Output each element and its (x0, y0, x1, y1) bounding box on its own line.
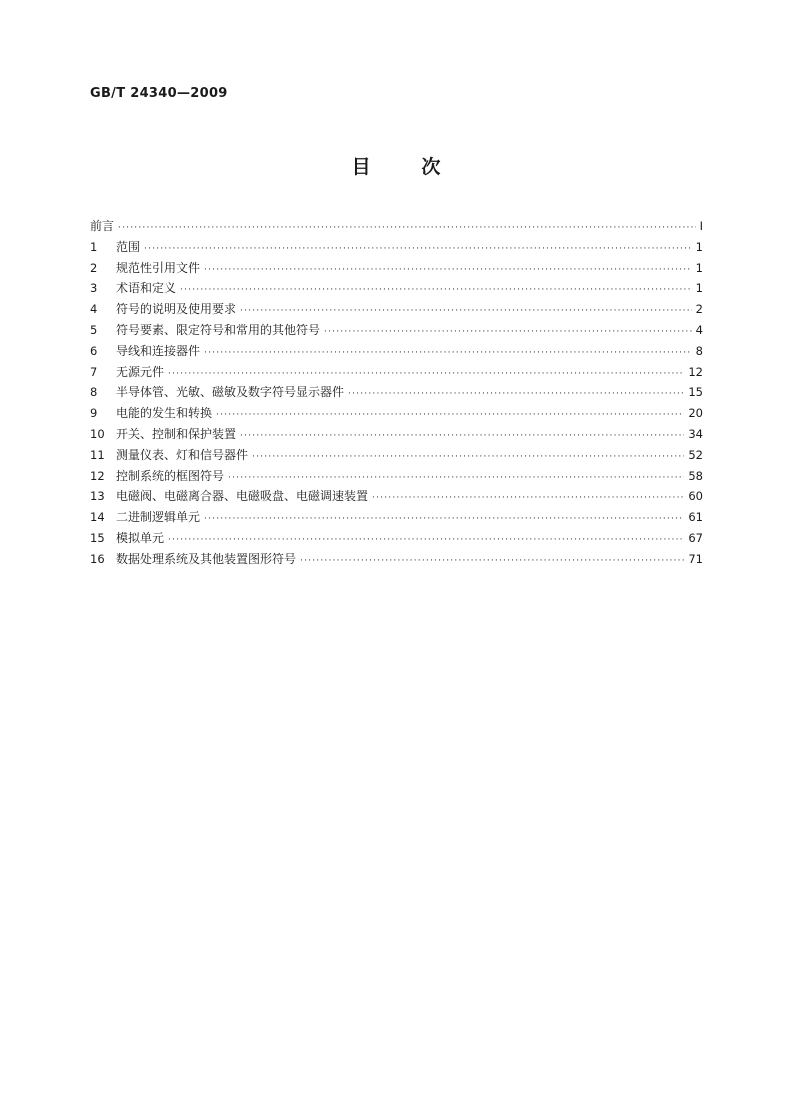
toc-entry-number: 11 (90, 447, 105, 462)
table-of-contents (90, 217, 703, 571)
toc-entry-label: 模拟单元 (116, 530, 165, 545)
toc-entry-page: 58 (688, 468, 703, 483)
toc-entry-page: Ⅰ (699, 219, 703, 233)
toc-entry-number: 7 (90, 364, 98, 379)
page-title-char-1: 目 (351, 156, 371, 178)
toc-entry[interactable] (90, 467, 703, 488)
toc-entry-page: 67 (688, 530, 703, 545)
toc-leader-dots (252, 452, 684, 462)
toc-leader-dots (204, 348, 692, 358)
toc-leader-dots (348, 389, 684, 399)
page-title (0, 152, 792, 179)
toc-entry-label: 术语和定义 (116, 281, 177, 296)
toc-entry-page: 15 (688, 385, 703, 400)
toc-entry-page: 61 (688, 510, 703, 525)
toc-entry[interactable] (90, 529, 703, 550)
toc-leader-dots (228, 473, 684, 483)
toc-entry[interactable] (90, 363, 703, 384)
toc-entry-label: 半导体管、光敏、磁敏及数字符号显示器件 (116, 385, 345, 400)
toc-entry-label: 前言 (90, 219, 115, 233)
toc-leader-dots (240, 306, 692, 316)
toc-entry-page: 8 (695, 343, 703, 358)
toc-entry-page: 1 (695, 239, 703, 254)
toc-leader-dots (300, 556, 684, 566)
toc-entry-label: 无源元件 (116, 364, 165, 379)
toc-entry-page: 34 (688, 426, 703, 441)
toc-entry-number: 9 (90, 406, 98, 421)
toc-entry-number: 6 (90, 343, 98, 358)
toc-entry-number: 4 (90, 302, 98, 317)
toc-entry-number: 13 (90, 489, 105, 504)
toc-entry-page: 52 (688, 447, 703, 462)
toc-entry-label: 符号要素、限定符号和常用的其他符号 (116, 322, 321, 337)
toc-entry-page: 12 (688, 364, 703, 379)
toc-entry[interactable] (90, 508, 703, 529)
toc-entry-number: 15 (90, 530, 105, 545)
toc-entry[interactable] (90, 342, 703, 363)
toc-leader-dots (216, 410, 684, 420)
toc-entry-number: 16 (90, 551, 105, 566)
toc-entry-label: 电能的发生和转换 (116, 406, 213, 421)
toc-entry-label: 电磁阀、电磁离合器、电磁吸盘、电磁调速装置 (116, 489, 369, 504)
toc-entry-number: 5 (90, 322, 98, 337)
toc-entry[interactable] (90, 404, 703, 425)
toc-entry-label: 范围 (116, 239, 141, 254)
toc-entry-label: 二进制逻辑单元 (116, 510, 201, 525)
toc-entry-label: 数据处理系统及其他装置图形符号 (116, 551, 297, 566)
toc-leader-dots (144, 244, 692, 254)
toc-entry-label: 符号的说明及使用要求 (116, 302, 237, 317)
toc-entry-number: 2 (90, 260, 98, 275)
toc-entry-number: 8 (90, 385, 98, 400)
toc-entry[interactable] (90, 238, 703, 259)
toc-entry-number: 10 (90, 426, 105, 441)
toc-entry[interactable] (90, 259, 703, 280)
toc-entry[interactable] (90, 383, 703, 404)
toc-leader-dots (204, 514, 684, 524)
toc-entry[interactable] (90, 550, 703, 571)
toc-entry-page: 2 (695, 302, 703, 317)
toc-entry-page: 1 (695, 260, 703, 275)
toc-entry-page: 60 (688, 489, 703, 504)
toc-leader-dots (324, 327, 692, 337)
toc-leader-dots (240, 431, 684, 441)
toc-leader-dots (180, 285, 692, 295)
toc-entry-foreword[interactable] (90, 217, 703, 238)
toc-entry[interactable] (90, 279, 703, 300)
toc-entry-label: 开关、控制和保护装置 (116, 426, 237, 441)
toc-leader-dots (168, 535, 684, 545)
toc-leader-dots (204, 265, 692, 275)
toc-entry[interactable] (90, 321, 703, 342)
toc-entry-number: 3 (90, 281, 98, 296)
toc-entry[interactable] (90, 425, 703, 446)
toc-entry-label: 导线和连接器件 (116, 343, 201, 358)
toc-entry-page: 71 (688, 551, 703, 566)
toc-leader-dots (118, 223, 696, 233)
toc-entry-label: 测量仪表、灯和信号器件 (116, 447, 249, 462)
toc-entry-label: 控制系统的框图符号 (116, 468, 225, 483)
toc-entry-page: 20 (688, 406, 703, 421)
toc-entry-number: 12 (90, 468, 105, 483)
toc-entry-page: 1 (695, 281, 703, 296)
toc-entry[interactable] (90, 487, 703, 508)
toc-leader-dots (372, 493, 684, 503)
toc-entry-number: 1 (90, 239, 98, 254)
page-title-char-2: 次 (421, 156, 441, 178)
toc-entry-label: 规范性引用文件 (116, 260, 201, 275)
standard-number: GB/T 24340—2009 (90, 86, 228, 101)
toc-entry[interactable] (90, 446, 703, 467)
toc-leader-dots (168, 369, 684, 379)
toc-entry-page: 4 (695, 322, 703, 337)
toc-entry-number: 14 (90, 510, 105, 525)
toc-entry[interactable] (90, 300, 703, 321)
